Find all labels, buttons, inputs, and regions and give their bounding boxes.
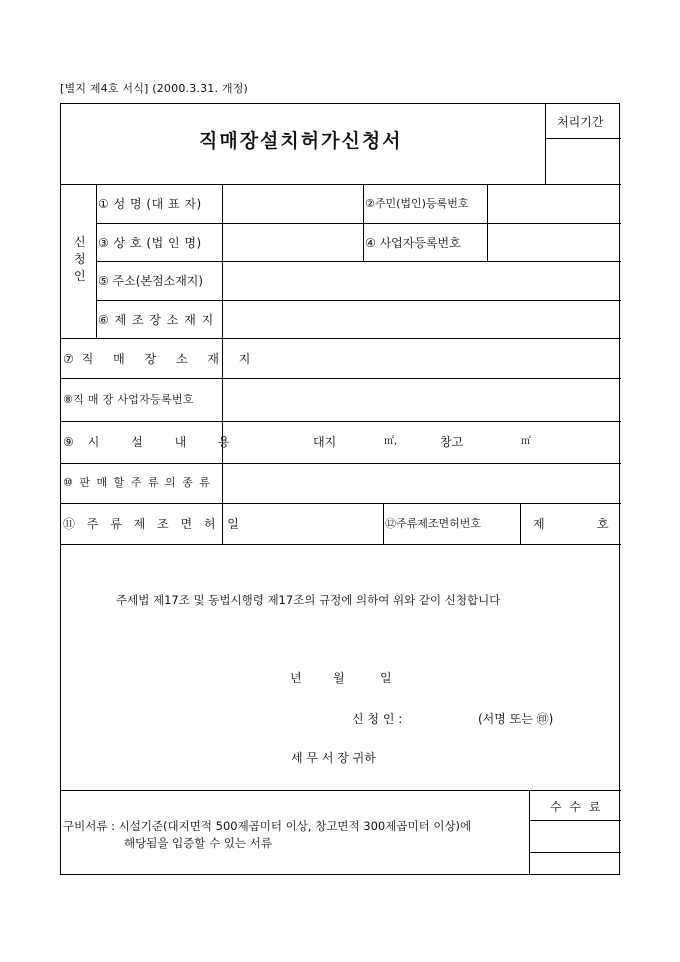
address-input[interactable] [223, 262, 620, 299]
name-label: ① 성 명 (대 표 자) [98, 197, 202, 211]
application-form [60, 103, 620, 875]
date-year: 년 [290, 671, 302, 685]
resident-no-label: ②주민(법인)등록번호 [365, 197, 469, 210]
fee-value[interactable] [530, 821, 620, 851]
trade-name-label: ③ 상 호 (법 인 명) [98, 236, 202, 250]
facility-label: ⑨시 설 내 용 [63, 435, 244, 449]
declaration-text: 주세법 제17조 및 동법시행령 제17조의 규정에 의하여 위와 같이 신청합니다 [116, 593, 501, 607]
warehouse-area-unit: ㎡ [521, 436, 531, 447]
column-border [520, 503, 521, 544]
applicant-sign-field[interactable] [423, 704, 473, 730]
store-biz-no-input[interactable] [223, 379, 620, 420]
applicant-label-2: 청 [74, 252, 86, 266]
column-border [363, 184, 364, 261]
fee-label: 수 수 료 [550, 800, 603, 814]
addressee: 세 무 서 장 귀하 [291, 751, 376, 765]
processing-period-value[interactable] [546, 139, 620, 183]
factory-location-input[interactable] [223, 301, 620, 337]
store-biz-no-label: ⑧직 매 장 사업자등록번호 [63, 393, 194, 406]
biz-reg-no-label: ④ 사업자등록번호 [365, 236, 461, 250]
biz-reg-no-input[interactable] [488, 224, 620, 260]
license-no-input[interactable] [545, 506, 593, 540]
name-input[interactable] [223, 185, 362, 222]
site-area-input[interactable] [333, 424, 381, 460]
license-no-suffix: 호 [597, 517, 609, 531]
site-area-label: 대지 [313, 435, 337, 449]
applicant-label-3: 인 [74, 269, 86, 283]
signature-note: (서명 또는 ㊞) [478, 712, 554, 726]
warehouse-area-label: 창고 [440, 435, 464, 449]
factory-location-label: ⑥ 제 조 장 소 재 지 [98, 313, 215, 327]
store-location-input[interactable] [223, 339, 620, 377]
applicant-sign-label: 신 청 인 : [352, 712, 403, 726]
trade-name-input[interactable] [223, 224, 362, 260]
date-day: 일 [380, 671, 392, 685]
required-documents-line2: 해당됨을 입증할 수 있는 서류 [124, 836, 272, 850]
license-no-label: ⑫주류제조면허번호 [385, 517, 482, 530]
resident-no-input[interactable] [488, 185, 620, 222]
row-border [61, 544, 621, 545]
site-area-unit: ㎡, [384, 436, 398, 447]
liquor-types-label: ⑩ 판 매 할 주 류 의 종 류 [63, 476, 212, 489]
processing-period-label: 처리기간 [557, 115, 604, 129]
warehouse-area-input[interactable] [469, 424, 519, 460]
license-date-input[interactable] [223, 504, 382, 543]
applicant-group-border [96, 184, 97, 338]
address-label: ⑤ 주소(본점소재지) [98, 274, 204, 288]
liquor-types-input[interactable] [223, 464, 620, 502]
applicant-label-1: 신 [74, 235, 86, 249]
store-location-label: ⑦직 매 장 소 재 지 [63, 352, 259, 366]
form-number: [별지 제4호 서식] (2000.3.31. 개정) [60, 82, 249, 95]
date-month: 월 [333, 671, 345, 685]
form-title: 직매장설치허가신청서 [199, 130, 403, 152]
row-border [61, 421, 621, 422]
required-documents-line1: 구비서류 : 시설기준(대지면적 500제곱미터 이상, 창고면적 300제곱미터 이상)에 [63, 819, 472, 833]
license-date-label: ⑪ 주 류 제 조 면 허 일 [63, 517, 243, 531]
license-no-prefix: 제 [533, 517, 545, 531]
column-border [383, 503, 384, 544]
fee-divider [529, 852, 621, 853]
row-border [61, 790, 621, 791]
